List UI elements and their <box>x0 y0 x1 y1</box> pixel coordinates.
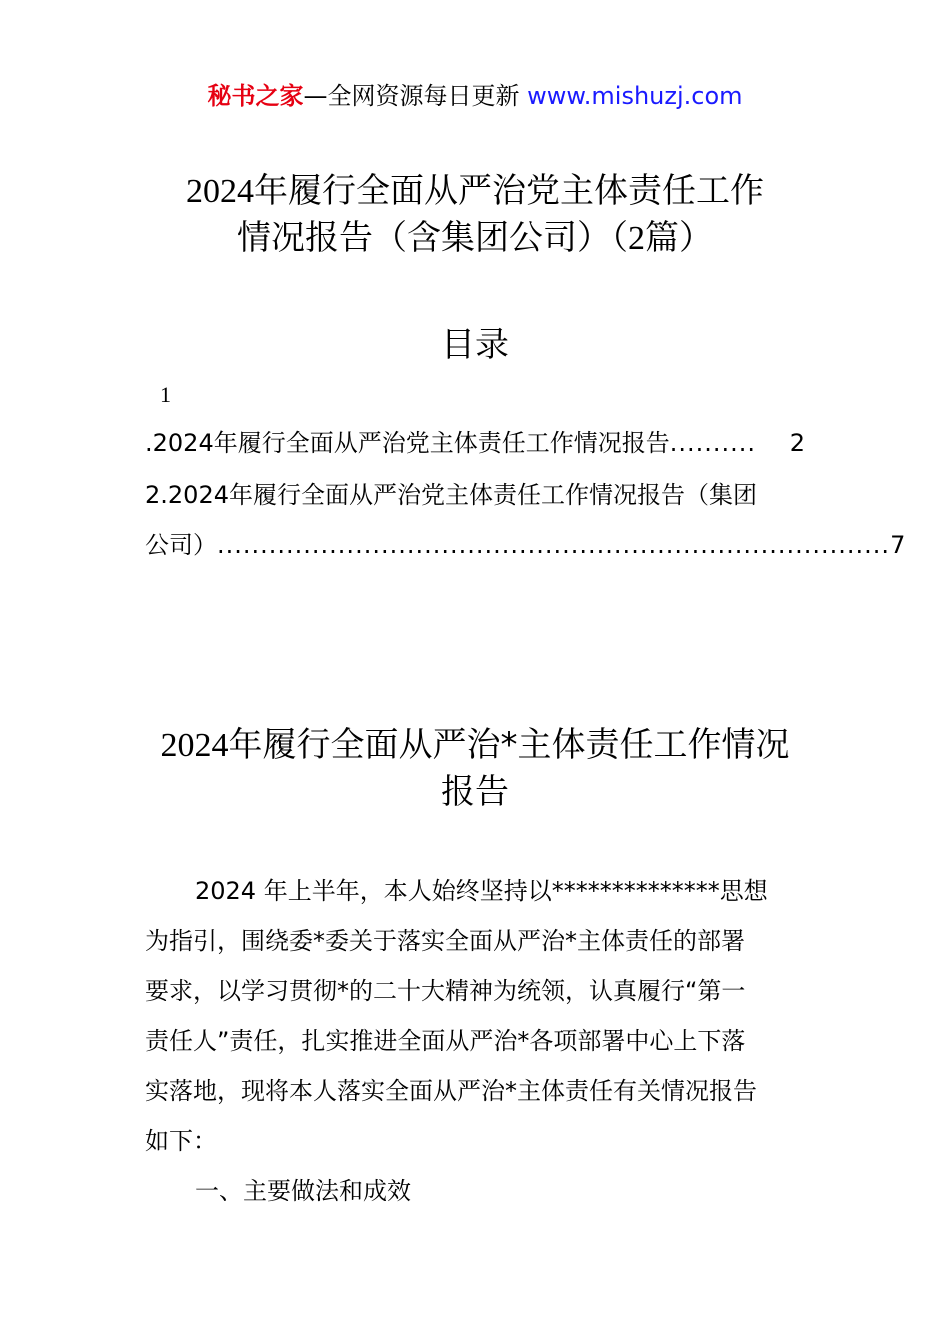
paragraph-line: 为指引，围绕委*委关于落实全面从严治*主体责任的部署 <box>145 927 745 955</box>
document-title <box>0 168 950 262</box>
site-header <box>0 80 950 112</box>
toc-item-1[interactable] <box>145 418 805 468</box>
toc-item-2-label-line-1: 2.2024年履行全面从严治党主体责任工作情况报告（集团 <box>145 481 757 509</box>
article-title-line-2: 报告 <box>441 772 509 812</box>
site-url-link[interactable]: www.mishuzj.com <box>527 82 743 110</box>
document-title-line-2: 情况报告（含集团公司）（2篇） <box>237 218 713 258</box>
toc-item-1-label: .2024年履行全面从严治党主体责任工作情况报告 <box>145 429 670 457</box>
article-paragraph <box>145 866 807 1166</box>
article-title <box>0 722 950 815</box>
paragraph-line: 责任人”责任，扎实推进全面从严治*各项部署中心上下落 <box>145 1027 746 1055</box>
toc-heading: 目录 <box>441 325 509 365</box>
article-title-line-1: 2024年履行全面从严治*主体责任工作情况 <box>160 725 790 765</box>
paragraph-line: 如下： <box>145 1127 217 1155</box>
paragraph-line: 实落地，现将本人落实全面从严治*主体责任有关情况报告 <box>145 1077 757 1105</box>
brand-name: 秘书之家 <box>207 82 304 110</box>
paragraph-line: 要求，以学习贯彻*的二十大精神为统领，认真履行“第一 <box>145 977 746 1005</box>
document-title-line-1: 2024年履行全面从严治党主体责任工作 <box>186 171 764 211</box>
header-slogan: —全网资源每日更新 <box>303 82 528 110</box>
toc-item-2-leader: .............................................................................. <box>217 531 891 559</box>
toc-item-1-page: 2 <box>789 429 805 457</box>
paragraph-line: 2024 年上半年，本人始终坚持以**************思想 <box>195 877 768 905</box>
toc-item-1-leader: .......... <box>669 429 757 457</box>
toc-item-1-number: 1 <box>160 382 171 407</box>
toc-item-2-label-line-2: 公司） <box>145 531 217 559</box>
toc-item-2-line-1[interactable] <box>145 470 805 520</box>
section-heading-1: 一、主要做法和成效 <box>195 1177 411 1205</box>
toc-item-2-page: 7 <box>890 531 906 559</box>
toc-item-2-line-2[interactable] <box>145 520 906 570</box>
